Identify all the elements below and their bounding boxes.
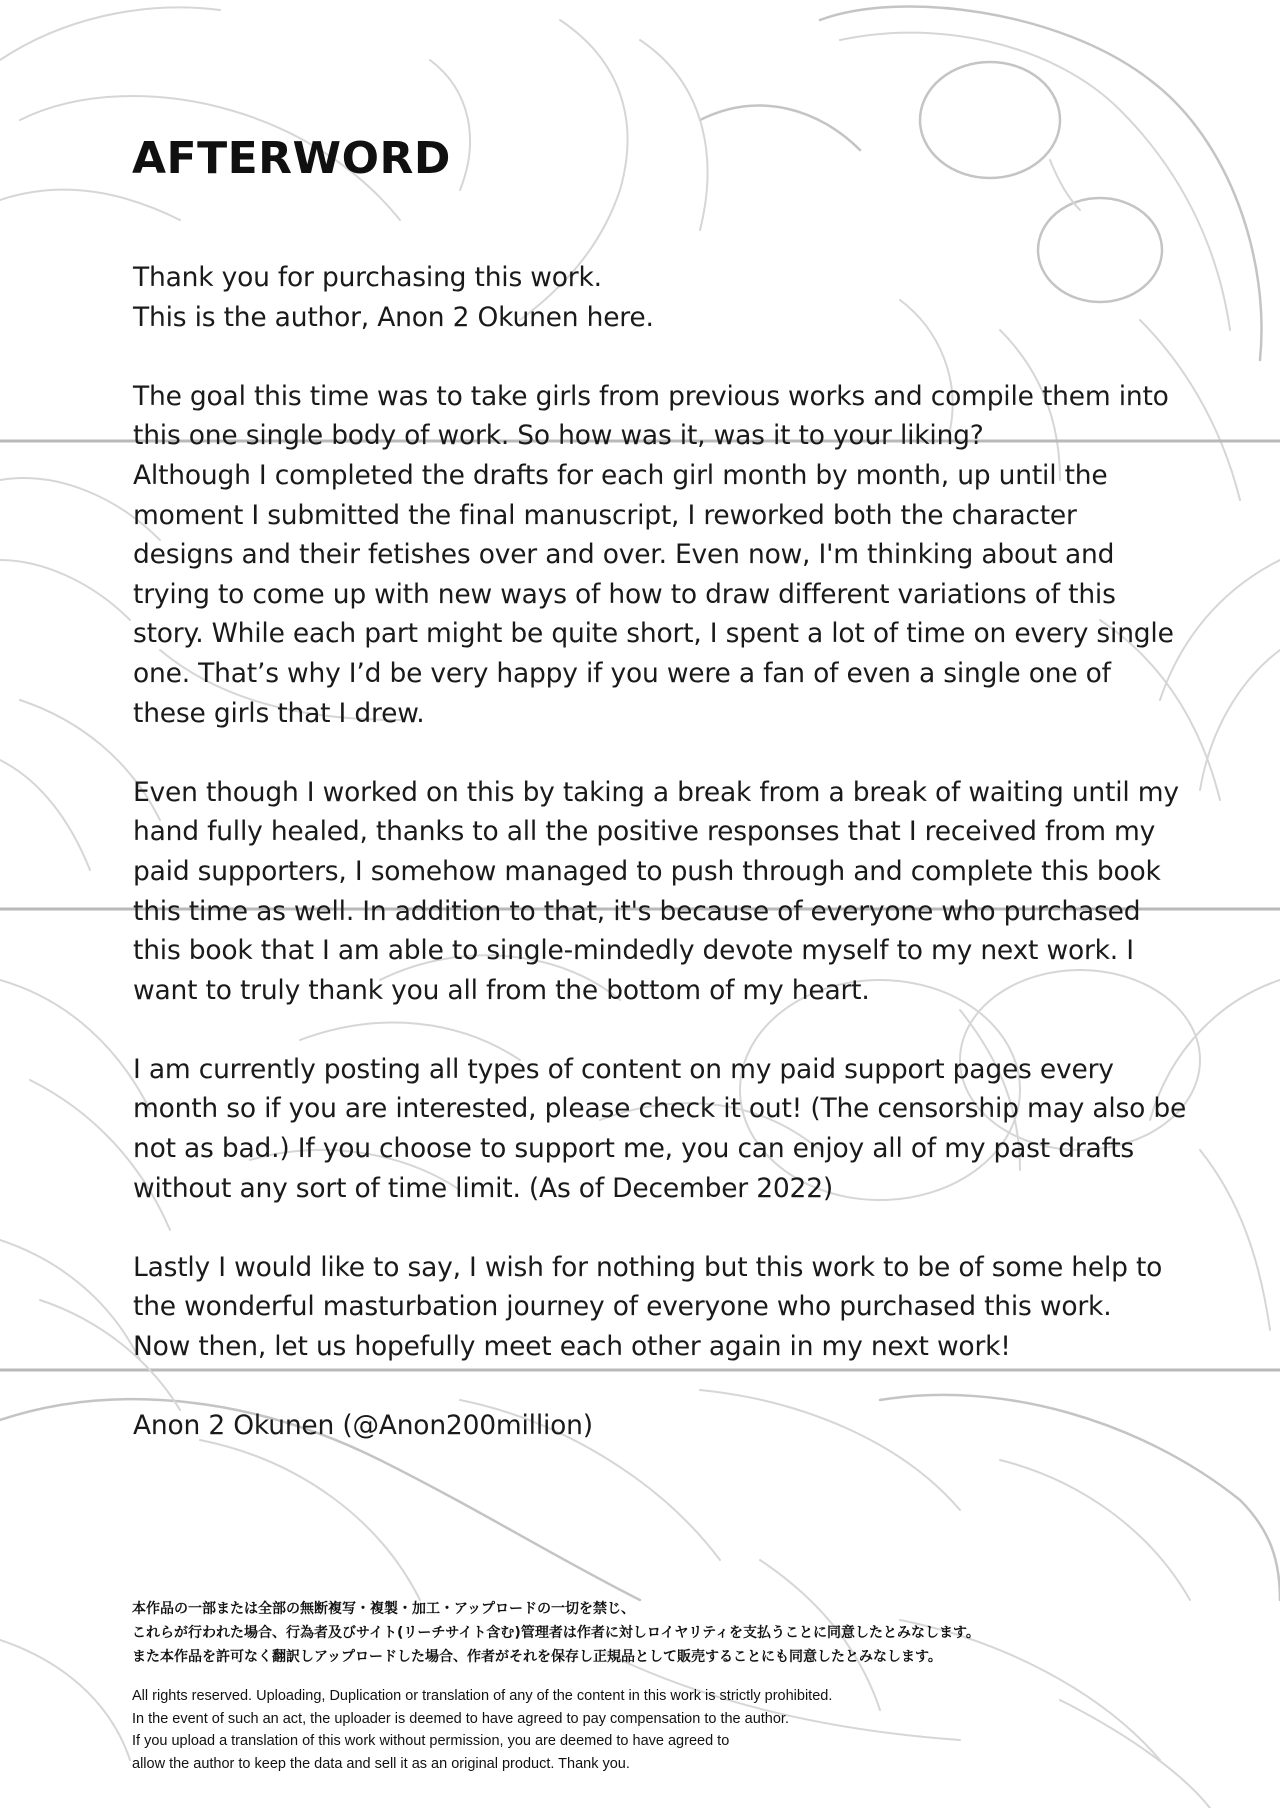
text-line: Lastly I would like to say, I wish for nothing but this work to be of some help to: [133, 1251, 1163, 1283]
text-line: one. That’s why I’d be very happy if you were a fan of even a single one of: [133, 657, 1111, 689]
text-line: these girls that I drew.: [133, 697, 425, 729]
text-line: Although I completed the drafts for each girl month by month, up until the: [133, 459, 1108, 491]
text-line: This is the author, Anon 2 Okunen here.: [133, 301, 654, 333]
text-line: month so if you are interested, please check it out! (The censorship may also be: [133, 1093, 1187, 1125]
text-line: paid supporters, I somehow managed to push through and complete this book: [133, 855, 1161, 887]
japanese-copyright-notice: [132, 1597, 980, 1669]
notice-line: 本作品の一部または全部の無断複写・複製・加工・アップロードの一切を禁じ、: [132, 1601, 636, 1617]
paragraph-thanks: [133, 773, 1183, 1011]
text-line: want to truly thank you all from the bottom of my heart.: [133, 974, 870, 1006]
notice-line: If you upload a translation of this work without permission, you are deemed to have agreed to: [132, 1733, 730, 1749]
text-line: the wonderful masturbation journey of everyone who purchased this work.: [133, 1291, 1112, 1323]
notice-line: allow the author to keep the data and sell it as an original product. Thank you.: [132, 1755, 630, 1772]
page-title: AFTERWORD: [132, 133, 451, 184]
notice-line: In the event of such an act, the uploader is deemed to have agreed to pay compensation to the author.: [132, 1710, 789, 1727]
text-line: hand fully healed, thanks to all the positive responses that I received from my: [133, 816, 1156, 848]
english-copyright-notice: [132, 1685, 832, 1775]
text-line: this one single body of work. So how was it, was it to your liking?: [133, 420, 984, 452]
notice-line: また本作品を許可なく翻訳しアップロードした場合、作者がそれを保存し正規品として販売することにも同意したとみなします。: [132, 1649, 942, 1665]
paragraph-closing: [133, 1248, 1183, 1367]
text-line: designs and their fetishes over and over. Even now, I'm thinking about and: [133, 539, 1115, 571]
notice-line: All rights reserved. Uploading, Duplication or translation of any of the content in this work is strictly prohibited.: [132, 1688, 833, 1704]
text-line: story. While each part might be quite short, I spent a lot of time on every single: [133, 618, 1174, 650]
text-line: Thank you for purchasing this work.: [133, 262, 602, 293]
notice-line: これらが行われた場合、行為者及びサイト(リーチサイト含む)管理者は作者に対しロイヤリティを支払うことに同意したとみなします。: [132, 1625, 980, 1641]
author-signature: Anon 2 Okunen (@Anon200million): [133, 1410, 593, 1442]
text-line: I am currently posting all types of content on my paid support pages every: [133, 1053, 1114, 1085]
text-line: this book that I am able to single-mindedly devote myself to my next work. I: [133, 935, 1134, 967]
text-line: without any sort of time limit. (As of December 2022): [133, 1172, 833, 1204]
text-line: moment I submitted the final manuscript, I reworked both the character: [133, 499, 1077, 531]
text-line: Now then, let us hopefully meet each other again in my next work!: [133, 1331, 1011, 1363]
text-line: not as bad.) If you choose to support me, you can enjoy all of my past drafts: [133, 1133, 1135, 1165]
text-line: The goal this time was to take girls from previous works and compile them into: [133, 380, 1169, 412]
paragraph-greeting: [133, 258, 1183, 337]
afterword-body: [133, 258, 1187, 1485]
paragraph-support: [133, 1050, 1187, 1208]
text-line: Even though I worked on this by taking a break from a break of waiting until my: [133, 776, 1179, 808]
text-line: trying to come up with new ways of how to draw different variations of this: [133, 578, 1116, 610]
text-line: this time as well. In addition to that, it's because of everyone who purchased: [133, 895, 1141, 927]
paragraph-goal: [133, 377, 1183, 733]
